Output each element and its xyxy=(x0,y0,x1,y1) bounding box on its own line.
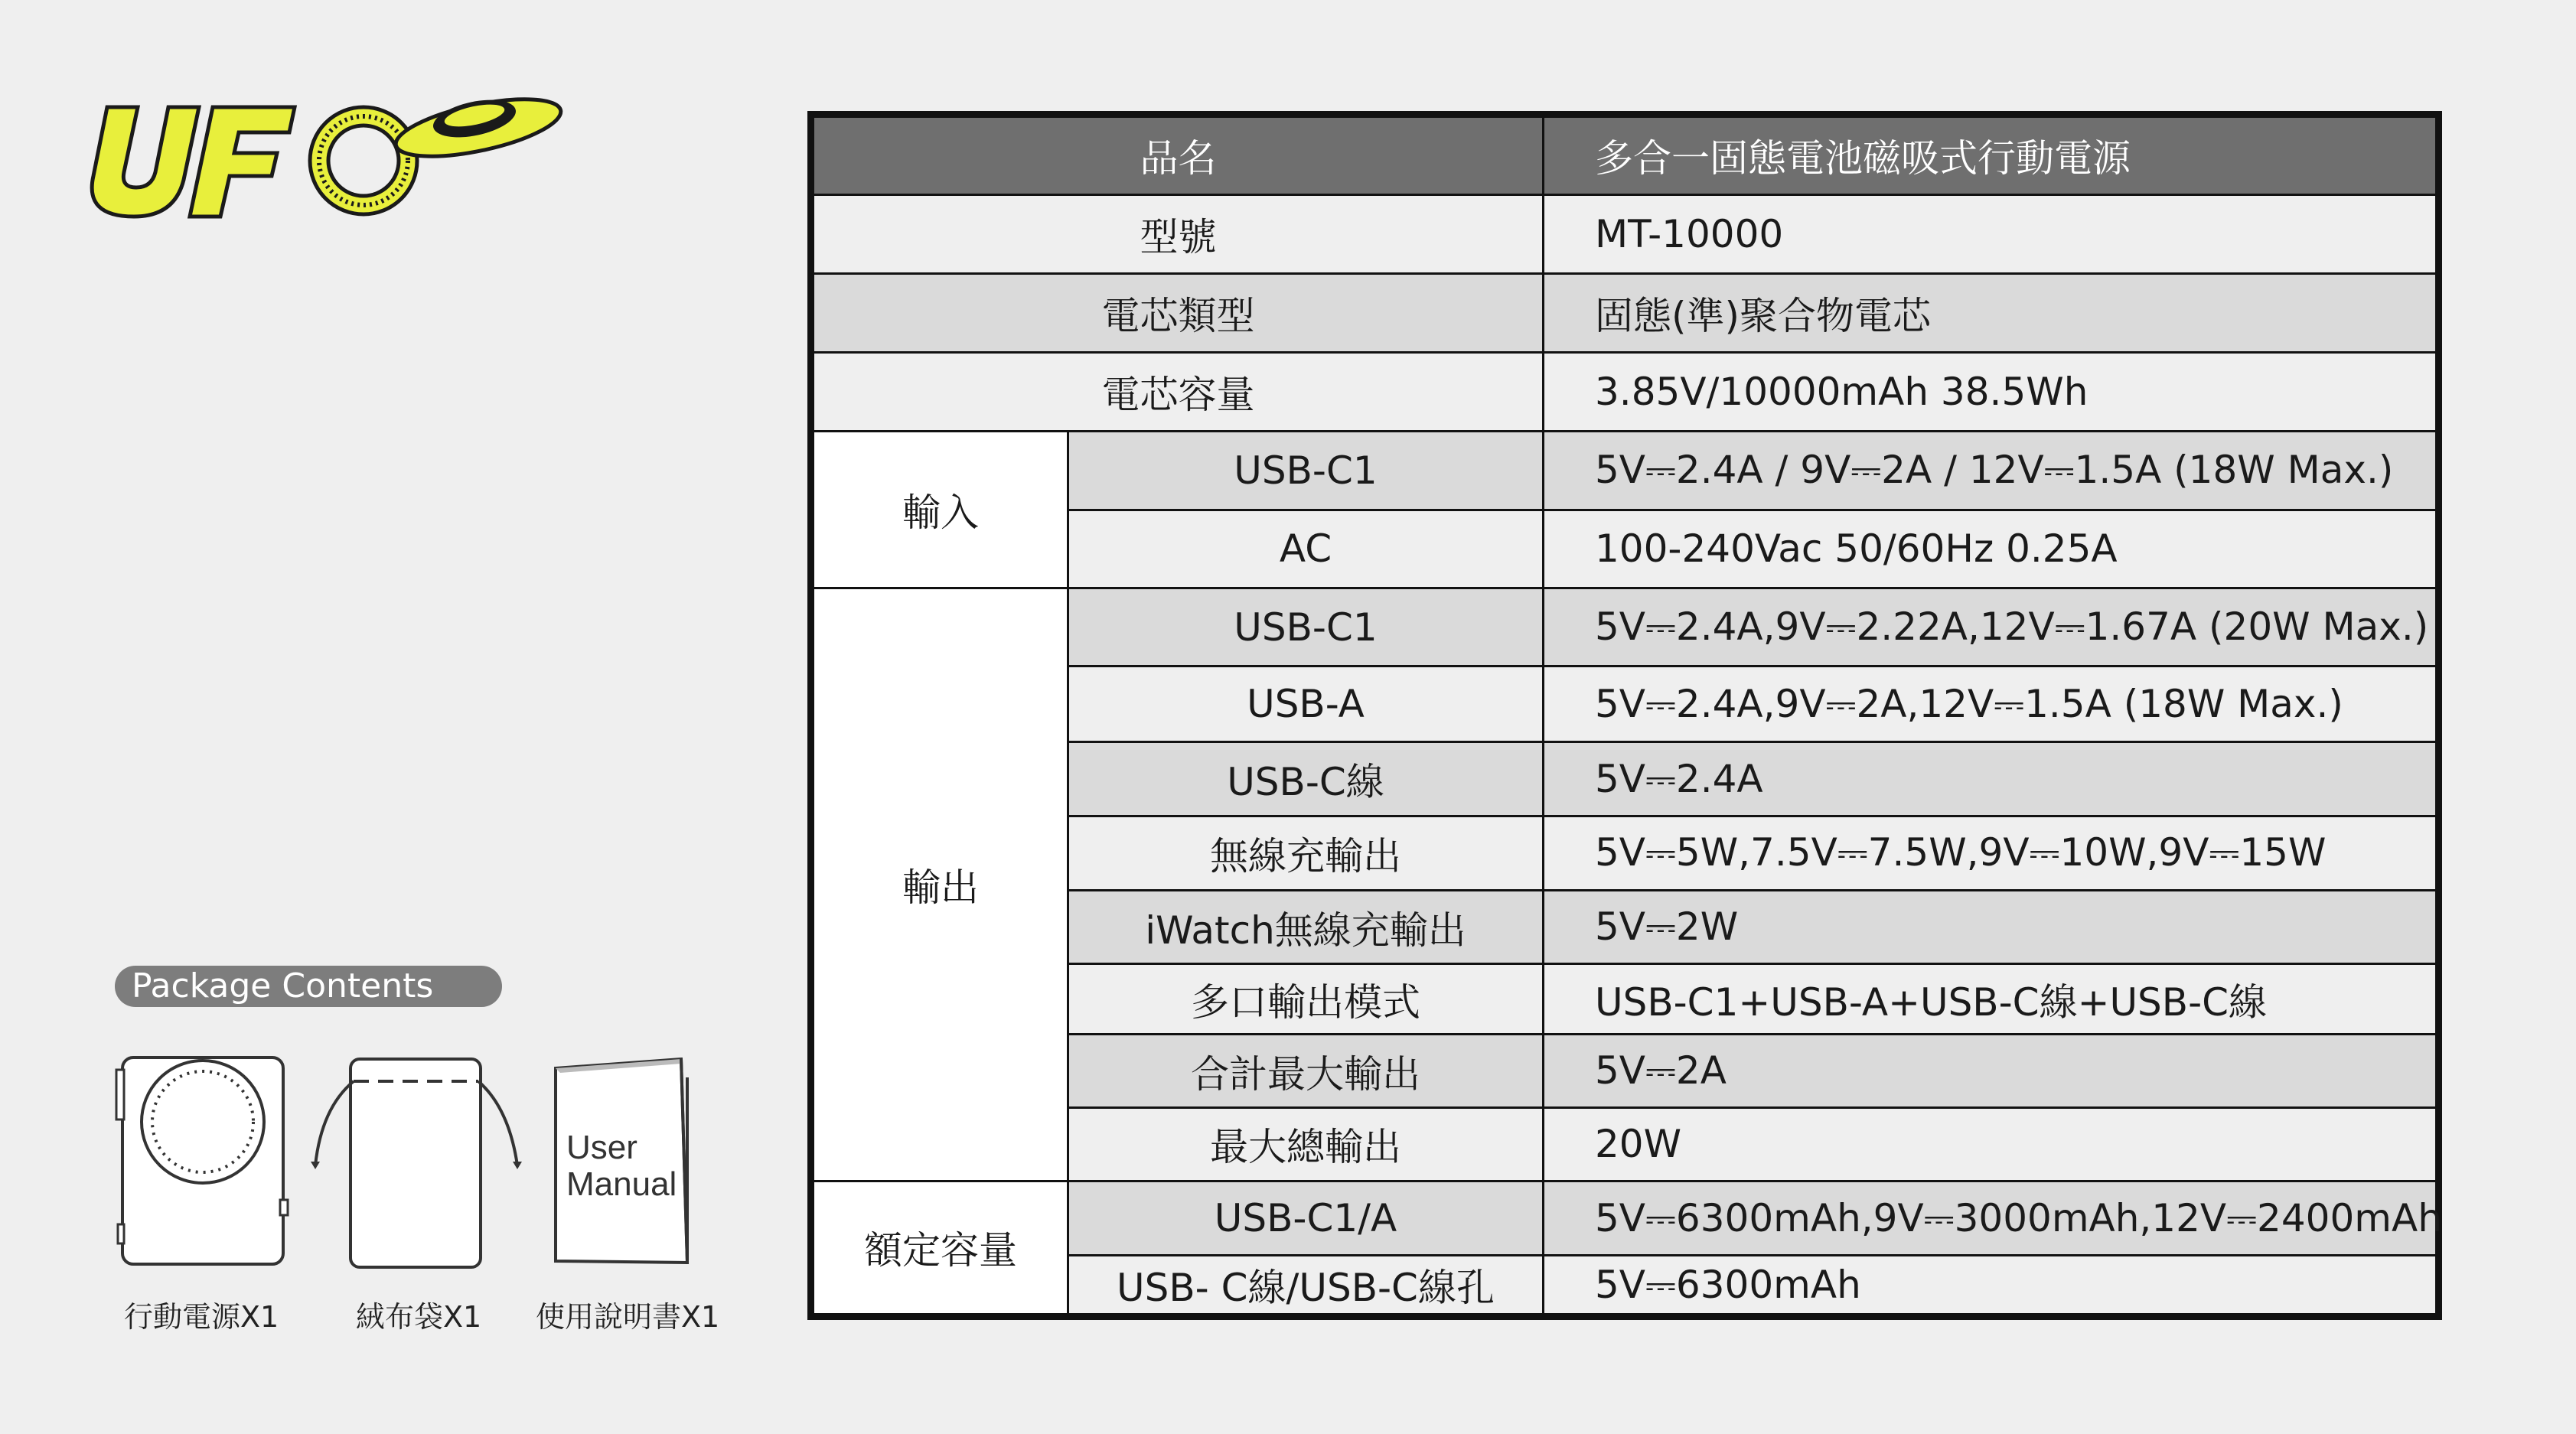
spec-value: MT-10000 xyxy=(1544,194,2437,273)
package-item-label: 使用說明書X1 xyxy=(536,1300,720,1334)
spec-label: 最大總輸出 xyxy=(1068,1107,1544,1181)
spec-value: 3.85V/10000mAh 38.5Wh xyxy=(1544,352,2437,431)
spec-value: 5V⎓6300mAh xyxy=(1544,1256,2437,1315)
group-label-output: 輸出 xyxy=(814,588,1068,1181)
ufo-logo xyxy=(77,80,566,233)
spec-label: USB-C線 xyxy=(1068,742,1544,816)
spec-label: 電芯容量 xyxy=(814,352,1544,431)
table-row xyxy=(814,194,2437,273)
spec-label: USB-C1/A xyxy=(1068,1181,1544,1256)
spec-label: USB-C1 xyxy=(1068,431,1544,510)
spec-label: 型號 xyxy=(814,194,1544,273)
spec-value: 5V⎓2.4A,9V⎓2.22A,12V⎓1.67A (20W Max.) xyxy=(1544,588,2437,666)
spec-label: AC xyxy=(1068,510,1544,588)
product-name-label: 品名 xyxy=(814,117,1544,195)
spec-value: USB-C1+USB-A+USB-C線+USB-C線 xyxy=(1544,964,2437,1035)
ufo-logo-icon xyxy=(77,80,566,233)
table-header-row xyxy=(814,117,2437,195)
spec-value: 5V⎓2W xyxy=(1544,890,2437,964)
table-row xyxy=(814,273,2437,352)
spec-value: 5V⎓6300mAh,9V⎓3000mAh,12V⎓2400mAh xyxy=(1544,1181,2437,1256)
table-row xyxy=(814,1181,2437,1256)
spec-value: 5V⎓5W,7.5V⎓7.5W,9V⎓10W,9V⎓15W xyxy=(1544,816,2437,890)
group-label-rated-capacity: 額定容量 xyxy=(814,1181,1068,1314)
spec-value: 100-240Vac 50/60Hz 0.25A xyxy=(1544,510,2437,588)
package-item-label: 行動電源X1 xyxy=(124,1300,279,1334)
spec-label: USB-C1 xyxy=(1068,588,1544,666)
spec-label: 無線充輸出 xyxy=(1068,816,1544,890)
group-label-input: 輸入 xyxy=(814,431,1068,588)
spec-value: 5V⎓2A xyxy=(1544,1035,2437,1108)
manual-cover-line2: Manual xyxy=(566,1165,677,1203)
spec-value: 5V⎓2.4A / 9V⎓2A / 12V⎓1.5A (18W Max.) xyxy=(1544,431,2437,510)
power-bank-icon xyxy=(113,1054,289,1272)
package-contents-title: Package Contents xyxy=(115,966,502,1007)
manual-cover-line1: User xyxy=(566,1129,637,1166)
table-row xyxy=(814,431,2437,510)
spec-label: USB-A xyxy=(1068,666,1544,742)
spec-value: 5V⎓2.4A,9V⎓2A,12V⎓1.5A (18W Max.) xyxy=(1544,666,2437,742)
spec-label: 多口輸出模式 xyxy=(1068,964,1544,1035)
pouch-icon xyxy=(306,1054,536,1279)
table-row xyxy=(814,588,2437,666)
table-row xyxy=(814,352,2437,431)
spec-value: 20W xyxy=(1544,1107,2437,1181)
spec-value: 固態(準)聚合物電芯 xyxy=(1544,273,2437,352)
spec-value: 5V⎓2.4A xyxy=(1544,742,2437,816)
spec-label: USB- C線/USB-C線孔 xyxy=(1068,1256,1544,1315)
package-item-label: 絨布袋X1 xyxy=(356,1300,482,1334)
spec-label: 電芯類型 xyxy=(814,273,1544,352)
product-name-value: 多合一固態電池磁吸式行動電源 xyxy=(1544,117,2437,195)
spec-table xyxy=(807,111,2442,1320)
manual-icon xyxy=(551,1058,696,1275)
spec-label: 合計最大輸出 xyxy=(1068,1035,1544,1108)
spec-label: iWatch無線充輸出 xyxy=(1068,890,1544,964)
